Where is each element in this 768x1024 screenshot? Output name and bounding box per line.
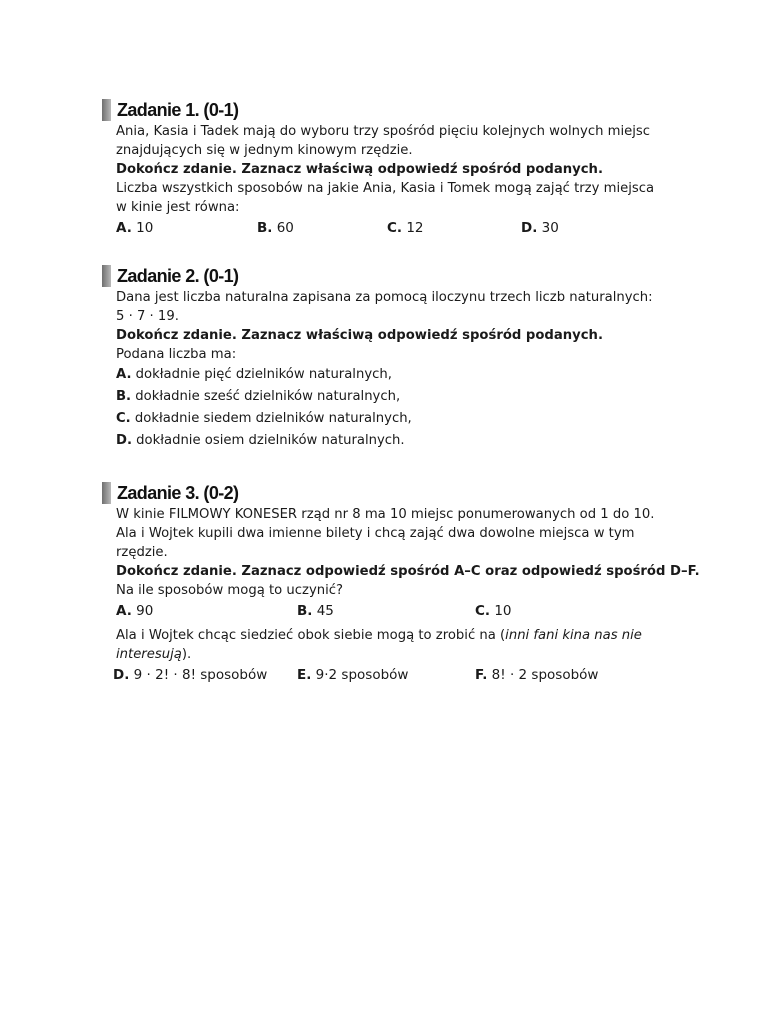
task-3-option-d[interactable]: D. 9 · 2! · 8! sposobów bbox=[113, 667, 268, 683]
task-1-title: Zadanie 1. (0-1) bbox=[117, 99, 239, 120]
task-3 bbox=[100, 481, 700, 688]
task-3-option-f[interactable]: F. 8! · 2 sposobów bbox=[475, 667, 599, 683]
task-1 bbox=[100, 98, 670, 241]
task-3-options-d-f bbox=[113, 664, 670, 688]
task-3-header bbox=[102, 481, 670, 505]
task-1-option-b[interactable]: B. 60 bbox=[257, 220, 294, 236]
task-2-stem-line-1: Dana jest liczba naturalna zapisana za pomocą iloczynu trzech liczb naturalnych: bbox=[116, 290, 653, 305]
task-3-question-2-line-1: Ala i Wojtek chcąc siedzieć obok siebie mogą to zrobić na (inni fani kina nas nie bbox=[116, 628, 642, 643]
task-2-instruction: Dokończ zdanie. Zaznacz właściwą odpowiedź spośród podanych. bbox=[116, 328, 603, 343]
task-3-option-a[interactable]: A. 90 bbox=[116, 603, 154, 619]
task-1-option-c[interactable]: C. 12 bbox=[387, 220, 424, 236]
section-marker bbox=[102, 99, 111, 121]
task-1-option-d[interactable]: D. 30 bbox=[521, 220, 559, 236]
task-3-option-b[interactable]: B. 45 bbox=[297, 603, 334, 619]
task-2-stem-line-2: 5 · 7 · 19. bbox=[116, 309, 179, 324]
task-3-option-c[interactable]: C. 10 bbox=[475, 603, 512, 619]
task-1-stem-line-2: znajdujących się w jednym kinowym rzędzie. bbox=[116, 143, 413, 158]
task-1-question-line-1: Liczba wszystkich sposobów na jakie Ania, Kasia i Tomek mogą zająć trzy miejsca bbox=[116, 181, 655, 196]
task-3-instruction: Dokończ zdanie. Zaznacz odpowiedź spośród A–C oraz odpowiedź spośród D–F. bbox=[116, 564, 700, 579]
task-2-option-b[interactable]: B. dokładnie sześć dzielników naturalnych, bbox=[116, 389, 401, 404]
task-2-option-d[interactable]: D. dokładnie osiem dzielników naturalnych. bbox=[116, 433, 405, 448]
task-2-header bbox=[102, 264, 670, 288]
task-1-option-a[interactable]: A. 10 bbox=[116, 220, 154, 236]
task-3-title: Zadanie 3. (0-2) bbox=[117, 482, 239, 503]
section-marker bbox=[102, 265, 111, 287]
task-3-question-2-line-2: interesują). bbox=[116, 647, 192, 662]
task-3-stem-line-3: rzędzie. bbox=[116, 545, 168, 560]
task-1-stem-line-1: Ania, Kasia i Tadek mają do wyboru trzy spośród pięciu kolejnych wolnych miejsc bbox=[116, 124, 651, 139]
task-2-option-c[interactable]: C. dokładnie siedem dzielników naturalnych, bbox=[116, 411, 412, 426]
task-2-title: Zadanie 2. (0-1) bbox=[117, 265, 239, 286]
task-1-instruction: Dokończ zdanie. Zaznacz właściwą odpowiedź spośród podanych. bbox=[116, 162, 603, 177]
section-marker bbox=[102, 482, 111, 504]
task-3-option-e[interactable]: E. 9·2 sposobów bbox=[297, 667, 409, 683]
task-3-question: Na ile sposobów mogą to uczynić? bbox=[116, 583, 344, 598]
task-1-question-line-2: w kinie jest równa: bbox=[116, 200, 240, 215]
task-3-stem-line-2: Ala i Wojtek kupili dwa imienne bilety i chcą zająć dwa dowolne miejsca w tym bbox=[116, 526, 635, 541]
task-3-stem-line-1: W kinie FILMOWY KONESER rząd nr 8 ma 10 miejsc ponumerowanych od 1 do 10. bbox=[116, 507, 655, 522]
task-1-options bbox=[116, 217, 670, 241]
task-3-options-a-c bbox=[116, 600, 670, 624]
task-2-option-a[interactable]: A. dokładnie pięć dzielników naturalnych, bbox=[116, 367, 392, 382]
task-2-question: Podana liczba ma: bbox=[116, 347, 237, 362]
task-1-header bbox=[102, 98, 670, 122]
task-2 bbox=[100, 264, 670, 452]
